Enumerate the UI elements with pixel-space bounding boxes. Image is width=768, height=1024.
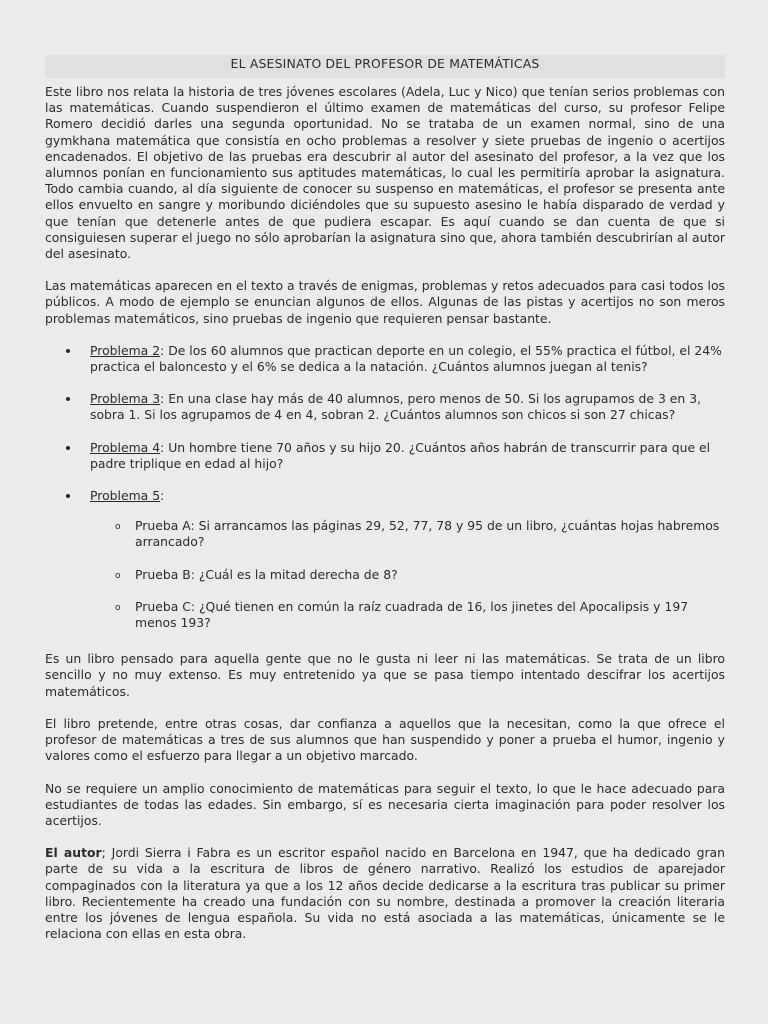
problem-2-text: : De los 60 alumnos que practican deporte en un colegio, el 55% practica el fútbol, el 24% practica el baloncesto y el 6% se dedica a la natación. ¿Cuántos alumnos juegan al tenis? [90, 342, 722, 375]
prueba-a: o Prueba A: Si arrancamos las páginas 29, 52, 77, 78 y 95 de un libro, ¿cuántas hojas habremos arrancado? [135, 518, 725, 550]
problem-item [90, 391, 725, 423]
intro-paragraph: Este libro nos relata la historia de tres jóvenes escolares (Adela, Luc y Nico) que tenían serios problemas con las matemáticas. Cuando suspendieron el último examen de matemáticas del curso, su profesor Felipe Romero decidió darles una segunda oportunidad. No se trataba de un examen normal, sino de una gymkhana matemática que consistía en ocho problemas a resolver y siete pruebas de ingenio o acertijos encadenados. El objetivo de las pruebas era descubrir al autor del asesinato del profesor, a la vez que los alumnos ponían en funcionamiento sus aptitudes matemáticas, lo cual les permitiría aprobar la asignatura. Todo cambia cuando, al día siguiente de conocer su suspenso en matemáticas, el profesor se presenta ante ellos envuelto en sangre y moribundo diciéndoles que su supuesto asesino le había disparado de verdad y que tenían que detenerle antes de que pudiera escapar. Es aquí cuando se dan cuenta de que si consiguiesen superar el juego no sólo aprobarían la asignatura sino que, ahora también descubrirían al autor del asesinato. [45, 84, 725, 262]
problem-2-link[interactable]: Problema 2 [90, 342, 161, 358]
problem-3-link[interactable]: Problema 3 [90, 391, 161, 407]
document-content [45, 55, 725, 958]
problem-list [45, 343, 725, 631]
author-paragraph [45, 845, 725, 942]
purpose-paragraph: El libro pretende, entre otras cosas, dar confianza a aquellos que la necesitan, como la que ofrece el profesor de matemáticas a tres de sus alumnos que han suspendido y poner a prueba el humor, ingenio y valores como el esfuerzo para llegar a un objetivo marcado. [45, 715, 725, 764]
problem-3-text: : En una clase hay más de 40 alumnos, pero menos de 50. Si los agrupamos de 3 en 3, sobra 1. Si los agrupamos de 4 en 4, sobran 2. ¿Cuántos alumnos son chicos si son 27 chicas? [90, 391, 702, 423]
problem-item [90, 343, 725, 375]
audience-paragraph: Es un libro pensado para aquella gente que no le gusta ni leer ni las matemáticas. Se trata de un libro sencillo y no muy extenso. Es muy entretenido ya que se pasa tiempo intentado descifrar los acertijos matemáticos. [45, 651, 725, 699]
math-paragraph: Las matemáticas aparecen en el texto a través de enigmas, problemas y retos adecuados para casi todos los públicos. A modo de ejemplo se enuncian algunos de ellos. Algunas de las pistas y acertijos no son meros problemas matemáticos, sino pruebas de ingenio que requieren pensar bastante. [45, 278, 725, 326]
author-text: ; Jordi Sierra i Fabra es un escritor español nacido en Barcelona en 1947, que ha dedicado gran parte de su vida a la escritura de libros de género narrativo. Realizó los estudios de aparejador compaginados con la literatura ya que a los 12 años decide dedicarse a la escritura tras publicar su primer libro. Recientemente ha creado una fundación con su nombre, destinada a promover la creación literaria entre los jóvenes de lengua española. Su vida no está asociada a las matemáticas, únicamente se le relaciona con ellas en esta obra. [45, 845, 725, 942]
prueba-b: o Prueba B: ¿Cuál es la mitad derecha de 8? [135, 567, 725, 583]
author-label: El autor [45, 845, 102, 861]
prueba-c: o Prueba C: ¿Qué tienen en común la raíz cuadrada de 16, los jinetes del Apocalipsis y 197 menos 193? [135, 599, 725, 631]
problem-item [90, 440, 725, 472]
problem-5-subitems [90, 518, 725, 631]
document-title: EL ASESINATO DEL PROFESOR DE MATEMÁTICAS [45, 55, 725, 78]
problem-4-text: : Un hombre tiene 70 años y su hijo 20. ¿Cuántos años habrán de transcurrir para que el padre triplique en edad al hijo? [90, 439, 711, 471]
problem-5-text: : [160, 488, 165, 504]
requirements-paragraph: No se requiere un amplio conocimiento de matemáticas para seguir el texto, lo que le hace adecuado para estudiantes de todas las edades. Sin embargo, sí es necesaria cierta imaginación para poder resolver los acertijos. [45, 780, 725, 828]
problem-4-link[interactable]: Problema 4 [90, 439, 161, 455]
problem-5-link[interactable]: Problema 5 [90, 488, 161, 504]
problem-item [90, 488, 725, 631]
